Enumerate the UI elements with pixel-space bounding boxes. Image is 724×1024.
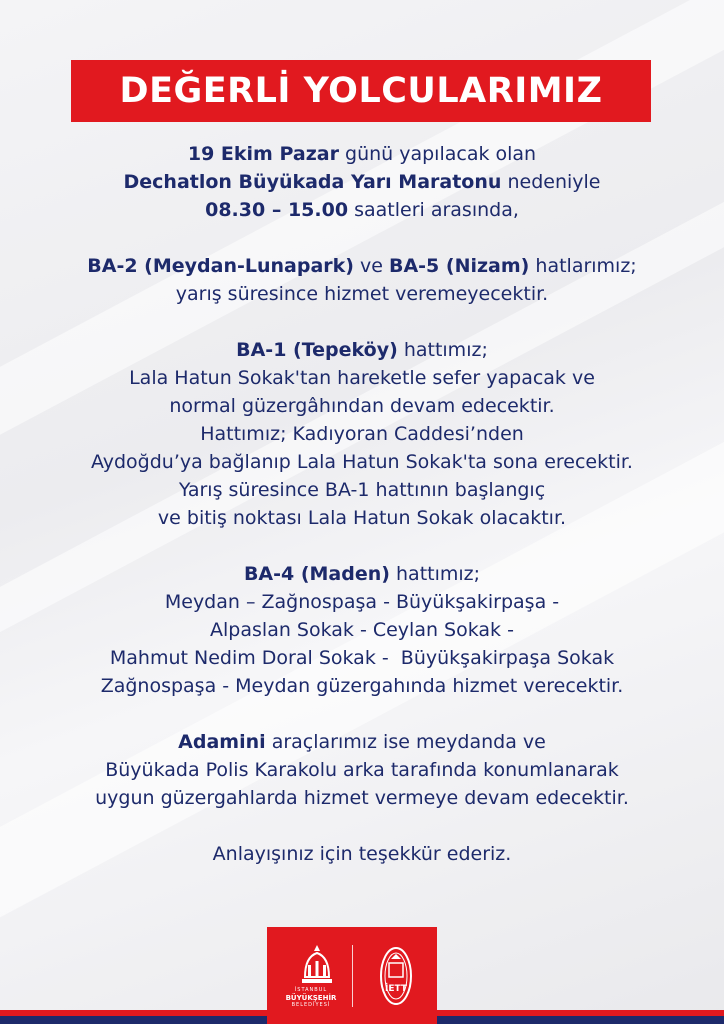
ibb-line-2: BÜYÜKŞEHİR: [285, 994, 337, 1002]
intro-line-2: [0, 168, 724, 196]
announcement-body: [0, 140, 724, 868]
page-title: DEĞERLİ YOLCULARIMIZ: [119, 71, 603, 111]
p2-line-7: ve bitiş noktası Lala Hatun Sokak olacaktır.: [157, 507, 567, 529]
line-name-ba1: BA-1 (Tepeköy): [236, 339, 398, 361]
p1-text: hatlarımız;: [529, 255, 637, 277]
intro-line-1: [0, 140, 724, 168]
intro-line-3: [0, 196, 724, 224]
event-name: Dechatlon Büyükada Yarı Maratonu: [123, 171, 502, 193]
p1-line-1: [0, 252, 724, 280]
line-name-ba4: BA-4 (Maden): [243, 563, 390, 585]
p1-line-2: yarış süresince hizmet veremeyecektir.: [175, 283, 549, 305]
p2-line-4: Hattımız; Kadıyoran Caddesi’nden: [200, 423, 524, 445]
paragraph-ba1: [0, 336, 724, 532]
intro-text: nedeniyle: [501, 171, 601, 193]
line-name-ba2: BA-2 (Meydan-Lunapark): [87, 255, 354, 277]
intro-text: günü yapılacak olan: [338, 143, 537, 165]
logo-divider: [352, 945, 353, 1007]
closing-text: Anlayışınız için teşekkür ederiz.: [212, 843, 512, 865]
date-text: 19 Ekim Pazar: [187, 143, 339, 165]
iett-logo-icon: [379, 945, 413, 1007]
p3-line-5: Zağnospaşa - Meydan güzergahında hizmet verecektir.: [100, 675, 624, 697]
intro-paragraph: [0, 140, 724, 224]
footer-logo-box: [267, 927, 437, 1024]
adamini-name: Adamini: [178, 731, 266, 753]
ibb-wordmark: [281, 987, 341, 1009]
p3-line-4: Mahmut Nedim Doral Sokak - Büyükşakirpaşa Sokak: [109, 647, 615, 669]
p2-line-6: Yarış süresince BA-1 hattının başlangıç: [178, 479, 546, 501]
p4-line-3: uygun güzergahlarda hizmet vermeye devam edecektir.: [95, 787, 629, 809]
time-range: 08.30 – 15.00: [205, 199, 349, 221]
line-name-ba5: BA-5 (Nizam): [388, 255, 530, 277]
p3-line-3: Alpaslan Sokak - Ceylan Sokak -: [210, 619, 514, 641]
p1-text: ve: [353, 255, 389, 277]
ibb-line-3: BELEDİYESİ: [291, 1002, 331, 1008]
p2-line-2: Lala Hatun Sokak'tan hareketle sefer yapacak ve: [129, 367, 595, 389]
p4-line-1: [0, 728, 724, 756]
p2-line-3: normal güzergâhından devam edecektir.: [169, 395, 555, 417]
p3-line-2: Meydan – Zağnospaşa - Büyükşakirpaşa -: [164, 591, 560, 613]
p4-text: araçlarımız ise meydanda ve: [265, 731, 546, 753]
iett-text: İETT: [385, 984, 407, 994]
paragraph-ba2-ba5: [0, 252, 724, 308]
p3-line-1: [0, 560, 724, 588]
header-banner: [71, 60, 651, 122]
p3-text: hattımız;: [389, 563, 481, 585]
p2-line-1: [0, 336, 724, 364]
p4-line-2: Büyükada Polis Karakolu arka tarafında konumlanarak: [105, 759, 619, 781]
paragraph-adamini: [0, 728, 724, 812]
paragraph-ba4: [0, 560, 724, 700]
p2-line-5: Aydoğdu’ya bağlanıp Lala Hatun Sokak'ta sona erecektir.: [91, 451, 633, 473]
closing-paragraph: [0, 840, 724, 868]
intro-text: saatleri arasında,: [348, 199, 519, 221]
ibb-line-1: İSTANBUL: [294, 987, 328, 993]
p2-text: hattımız;: [397, 339, 488, 361]
